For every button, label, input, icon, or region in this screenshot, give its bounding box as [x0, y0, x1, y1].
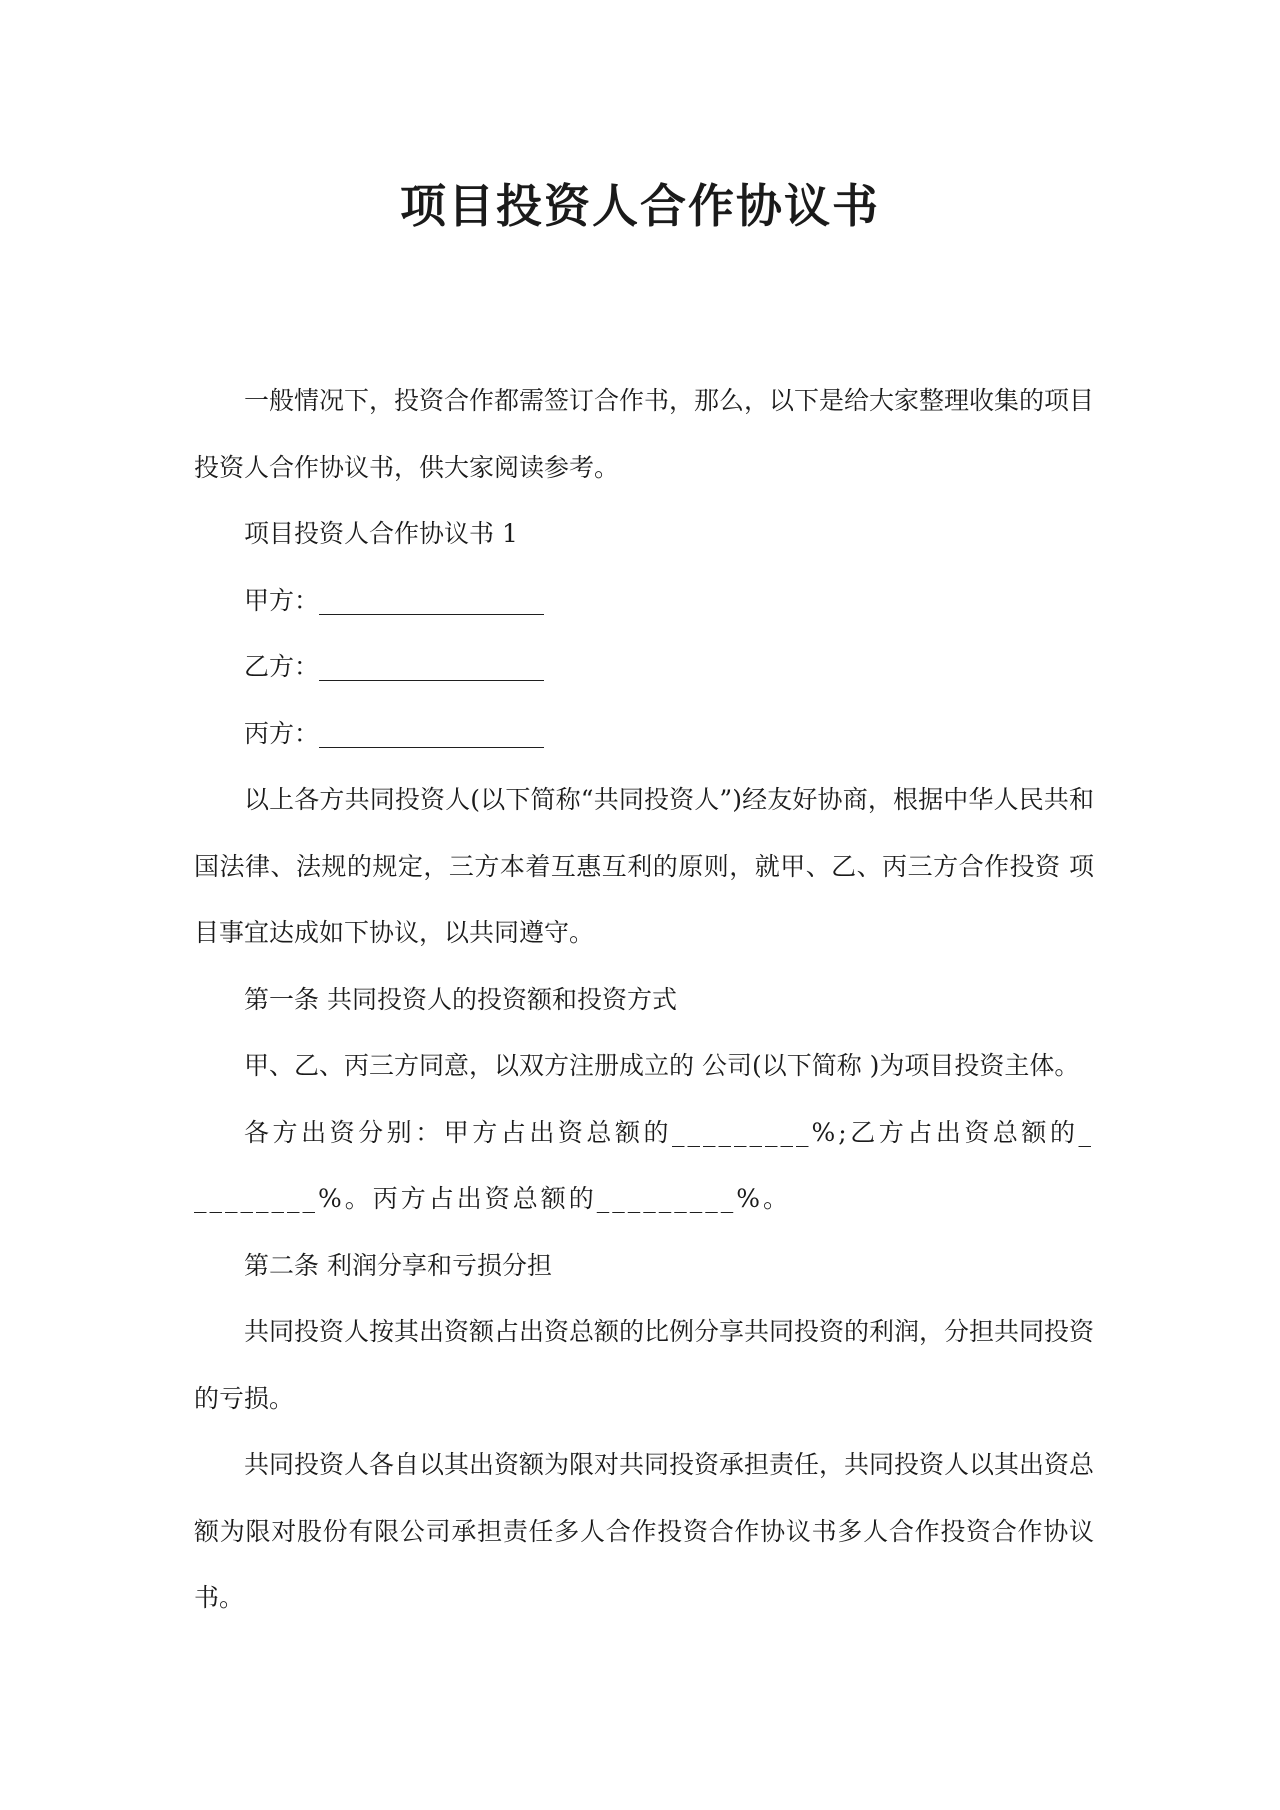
- party-c-field: 丙方：__________________: [244, 718, 545, 748]
- agreement-subtitle: 项目投资人合作协议书 1: [244, 519, 518, 548]
- document-body: [194, 368, 1094, 1632]
- party-b-field: 乙方：__________________: [244, 652, 545, 681]
- article-2-clause-1: 共同投资人按其出资额占出资总额的比例分享共同投资的利润，分担共同投资的亏损。: [194, 1317, 1095, 1413]
- article-1-clause-1: 甲、乙、丙三方同意，以双方注册成立的 公司(以下简称 )为项目投资主体。: [244, 1051, 1080, 1080]
- article-1-heading: 第一条 共同投资人的投资额和投资方式: [244, 984, 677, 1014]
- article-2-clause-2: 共同投资人各自以其出资额为限对共同投资承担责任，共同投资人以其出资总额为限对股份有限公司承担责任多人合作投资合作协议书多人合作投资合作协议书。: [194, 1450, 1095, 1612]
- article-2-heading: 第二条 利润分享和亏损分担: [244, 1250, 552, 1280]
- article-1-clause-2: 各方出资分别：甲方占出资总额的_________%;乙方占出资总额的_________%。丙方占出资总额的_________%。: [194, 1117, 1094, 1213]
- intro-paragraph: 一般情况下，投资合作都需签订合作书，那么，以下是给大家整理收集的项目投资人合作协议书，供大家阅读参考。: [194, 386, 1095, 482]
- document-title: 项目投资人合作协议书: [400, 179, 880, 233]
- preamble-paragraph: 以上各方共同投资人(以下简称“共同投资人”)经友好协商，根据中华人民共和国法律、法规的规定，三方本着互惠互利的原则，就甲、乙、丙三方合作投资 项目事宜达成如下协议，以共同遵守。: [194, 785, 1094, 947]
- party-a-field: 甲方：__________________: [244, 585, 545, 615]
